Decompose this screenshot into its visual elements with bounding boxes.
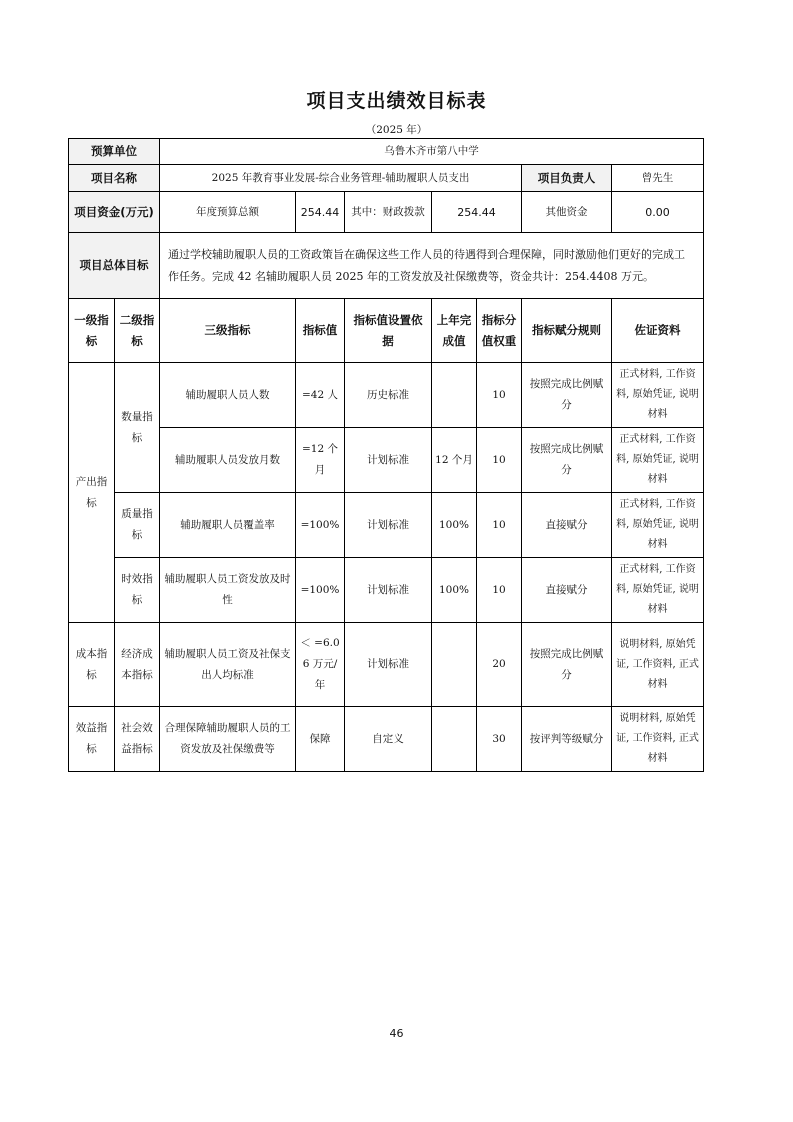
- row-name: 辅助履职人员发放月数: [160, 428, 296, 493]
- row-weight: 10: [477, 558, 522, 623]
- project-name-value: 2025 年教育事业发展-综合业务管理-辅助履职人员支出: [160, 165, 522, 192]
- page-number: 46: [389, 1027, 404, 1040]
- row-basis: 自定义: [345, 707, 432, 772]
- table-row: [69, 707, 704, 772]
- header-level1: 一级指标: [69, 299, 115, 363]
- group-timeliness: 时效指标: [115, 558, 160, 623]
- row-rule: 直接赋分: [522, 558, 612, 623]
- header-rule: 指标赋分规则: [522, 299, 612, 363]
- row-rule: 按照完成比例赋分: [522, 363, 612, 428]
- row-value: =100%: [296, 558, 345, 623]
- group-quantity: 数量指标: [115, 363, 160, 493]
- budget-unit-label: 预算单位: [69, 139, 160, 165]
- fiscal-allocation-label: 其中：财政拨款: [345, 192, 432, 233]
- fiscal-allocation-value: 254.44: [432, 192, 522, 233]
- header-basis: 指标值设置依据: [345, 299, 432, 363]
- row-rule: 直接赋分: [522, 493, 612, 558]
- year-label: （2025 年）: [365, 124, 428, 136]
- overall-goal-label: 项目总体目标: [69, 233, 160, 299]
- group-social: 社会效益指标: [115, 707, 160, 772]
- project-name-label: 项目名称: [69, 165, 160, 192]
- table-row: [69, 623, 704, 707]
- row-last-year: 100%: [432, 558, 477, 623]
- row-value: =100%: [296, 493, 345, 558]
- page-title: 项目支出绩效目标表: [306, 90, 487, 112]
- row-last-year: [432, 363, 477, 428]
- row-value: 保障: [296, 707, 345, 772]
- table-row: [69, 493, 704, 558]
- row-basis: 计划标准: [345, 558, 432, 623]
- row-evidence: 正式材料, 工作资料, 原始凭证, 说明材料: [612, 363, 704, 428]
- row-name: 辅助履职人员人数: [160, 363, 296, 428]
- row-last-year: [432, 623, 477, 707]
- row-name: 辅助履职人员工资及社保支出人均标准: [160, 623, 296, 707]
- row-weight: 20: [477, 623, 522, 707]
- row-basis: 计划标准: [345, 493, 432, 558]
- group-output: 产出指标: [69, 363, 115, 623]
- row-evidence: 说明材料, 原始凭证, 工作资料, 正式材料: [612, 623, 704, 707]
- row-name: 合理保障辅助履职人员的工资发放及社保缴费等: [160, 707, 296, 772]
- table-row: [69, 558, 704, 623]
- group-benefit: 效益指标: [69, 707, 115, 772]
- row-evidence: 正式材料, 工作资料, 原始凭证, 说明材料: [612, 428, 704, 493]
- annual-budget-value: 254.44: [296, 192, 345, 233]
- row-last-year: 12 个月: [432, 428, 477, 493]
- row-weight: 10: [477, 363, 522, 428]
- row-value: =12 个月: [296, 428, 345, 493]
- overall-goal-text: 通过学校辅助履职人员的工资政策旨在确保这些工作人员的待遇得到合理保障，同时激励他们更好的完成工作任务。完成 42 名辅助履职人员 2025 年的工资发放及社保缴费等，资金共计：254.4408 万元。: [160, 233, 704, 299]
- group-cost: 成本指标: [69, 623, 115, 707]
- row-name: 辅助履职人员工资发放及时性: [160, 558, 296, 623]
- budget-unit-value: 乌鲁木齐市第八中学: [160, 139, 704, 165]
- header-level3: 三级指标: [160, 299, 296, 363]
- table-row: [69, 363, 704, 428]
- row-basis: 计划标准: [345, 428, 432, 493]
- row-name: 辅助履职人员覆盖率: [160, 493, 296, 558]
- performance-table: [68, 138, 704, 772]
- other-funds-value: 0.00: [612, 192, 704, 233]
- other-funds-label: 其他资金: [522, 192, 612, 233]
- header-level2: 二级指标: [115, 299, 160, 363]
- row-weight: 30: [477, 707, 522, 772]
- table-row: [69, 428, 704, 493]
- row-last-year: 100%: [432, 493, 477, 558]
- header-weight: 指标分值权重: [477, 299, 522, 363]
- annual-budget-label: 年度预算总额: [160, 192, 296, 233]
- row-basis: 计划标准: [345, 623, 432, 707]
- row-value: =42 人: [296, 363, 345, 428]
- row-evidence: 正式材料, 工作资料, 原始凭证, 说明材料: [612, 493, 704, 558]
- row-rule: 按评判等级赋分: [522, 707, 612, 772]
- row-basis: 历史标准: [345, 363, 432, 428]
- row-last-year: [432, 707, 477, 772]
- header-value: 指标值: [296, 299, 345, 363]
- row-evidence: 正式材料, 工作资料, 原始凭证, 说明材料: [612, 558, 704, 623]
- row-weight: 10: [477, 493, 522, 558]
- row-rule: 按照完成比例赋分: [522, 623, 612, 707]
- row-weight: 10: [477, 428, 522, 493]
- project-funds-label: 项目资金(万元): [69, 192, 160, 233]
- group-quality: 质量指标: [115, 493, 160, 558]
- row-rule: 按照完成比例赋分: [522, 428, 612, 493]
- header-last-year: 上年完成值: [432, 299, 477, 363]
- row-value: ＜ =6.06 万元/年: [296, 623, 345, 707]
- row-evidence: 说明材料, 原始凭证, 工作资料, 正式材料: [612, 707, 704, 772]
- header-evidence: 佐证资料: [612, 299, 704, 363]
- project-manager-value: 曾先生: [612, 165, 704, 192]
- group-econ-cost: 经济成本指标: [115, 623, 160, 707]
- project-manager-label: 项目负责人: [522, 165, 612, 192]
